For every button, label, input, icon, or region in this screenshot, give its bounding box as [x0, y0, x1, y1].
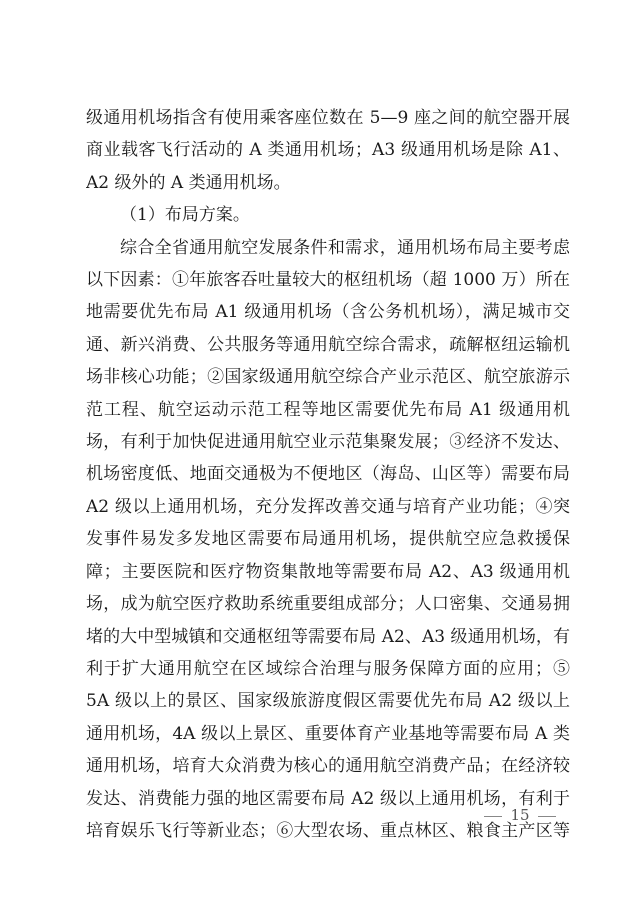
text-line: A2 级以上通用机场，充分发挥改善交通与培育产业功能；④突 — [86, 496, 570, 517]
text-line: 场，成为航空医疗救助系统重要组成部分；人口密集、交通易拥 — [86, 594, 570, 615]
page-number — [470, 806, 570, 824]
text-line: 场非核心功能；②国家级通用航空综合产业示范区、航空旅游示 — [86, 367, 570, 388]
text-line: 培育娱乐飞行等新业态；⑥大型农场、重点林区、粮食主产区等 — [86, 820, 570, 841]
text-line: 发事件易发多发地区需要布局通用机场，提供航空应急救援保 — [86, 529, 570, 550]
text-line: 发达、消费能力强的地区需要布局 A2 级以上通用机场，有利于 — [86, 788, 570, 809]
text-line: 以下因素：①年旅客吞吐量较大的枢纽机场（超 1000 万）所在 — [86, 270, 570, 291]
text-line: 地需要优先布局 A1 级通用机场（含公务机机场），满足城市交 — [86, 302, 570, 323]
text-line: 通用机场，4A 级以上景区、重要体育产业基地等需要布局 A 类 — [86, 723, 570, 744]
section-heading: （1）布局方案。 — [120, 205, 250, 226]
text-line: 商业载客飞行活动的 A 类通用机场；A3 级通用机场是除 A1、 — [86, 140, 570, 161]
text-line: 5A 级以上的景区、国家级旅游度假区需要优先布局 A2 级以上 — [86, 691, 570, 712]
page-number-value: 15 — [510, 806, 530, 824]
body-text — [86, 102, 570, 847]
text-line: 级通用机场指含有使用乘客座位数在 5—9 座之间的航空器开展 — [86, 108, 570, 128]
text-line: 范工程、航空运动示范工程等地区需要优先布局 A1 级通用机 — [86, 399, 570, 420]
text-line: A2 级外的 A 类通用机场。 — [86, 172, 291, 193]
text-line: 通、新兴消费、公共服务等通用航空综合需求，疏解枢纽运输机 — [86, 334, 570, 355]
text-line: 机场密度低、地面交通极为不便地区（海岛、山区等）需要布局 — [86, 464, 570, 485]
text-line: 障；主要医院和医疗物资集散地等需要布局 A2、A3 级通用机 — [86, 561, 570, 582]
dash-right — [538, 816, 556, 817]
text-line: 综合全省通用航空发展条件和需求，通用机场布局主要考虑 — [120, 237, 570, 258]
text-line: 利于扩大通用航空在区域综合治理与服务保障方面的应用；⑤ — [86, 658, 570, 679]
dash-left — [484, 816, 502, 817]
text-line: 堵的大中型城镇和交通枢纽等需要布局 A2、A3 级通用机场，有 — [86, 626, 570, 647]
text-line: 通用机场，培育大众消费为核心的通用航空消费产品；在经济较 — [86, 756, 570, 777]
text-line: 场，有利于加快促进通用航空业示范集聚发展；③经济不发达、 — [86, 432, 570, 453]
